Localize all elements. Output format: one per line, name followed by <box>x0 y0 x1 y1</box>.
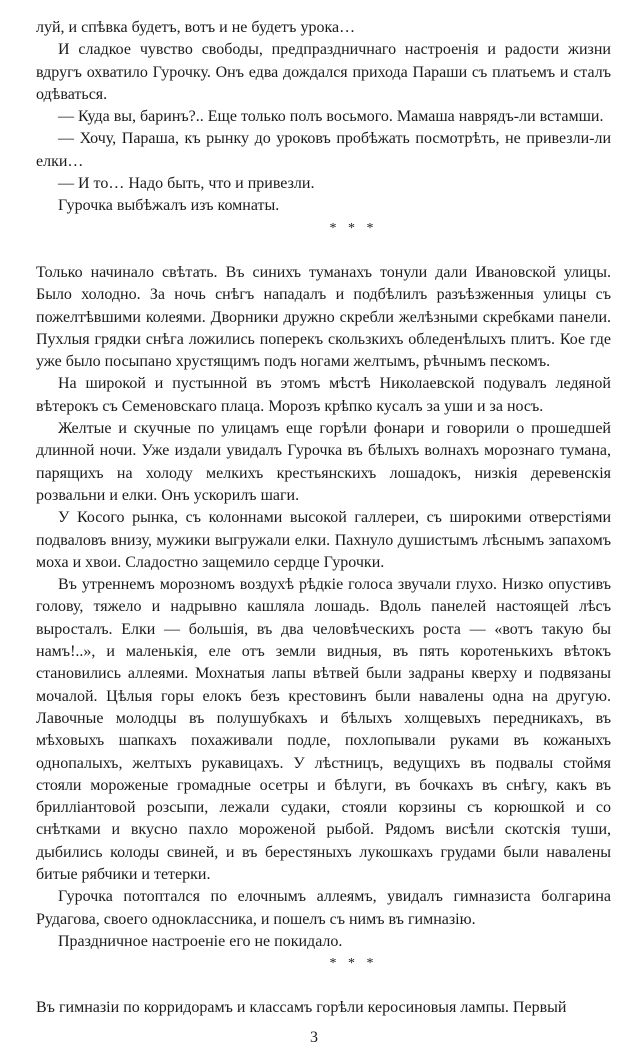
paragraph: луй, и спѣвка будетъ, вотъ и не будетъ урока… <box>36 19 356 36</box>
paragraph: Въ гимназіи по корридорамъ и классамъ горѣли керосиновыя лампы. Первый <box>36 999 567 1017</box>
paragraph: У Косого рынка, съ колоннами высокой галлереи, съ широкими отверстіями подваловъ внизу, мужики выгружали елки. Пахнуло душистымъ лѣснымъ запахомъ моха и хвои. Сладостно защемило сердце Гурочки. <box>36 509 611 571</box>
paragraph: — Хочу, Параша, къ рынку до уроковъ пробѣжать посмотрѣть, не привезли-ли елки… <box>36 130 611 170</box>
page-number: 3 <box>310 1029 318 1046</box>
paragraph: Только начинало свѣтать. Въ синихъ туманахъ тонули дали Ивановской улицы. Было холодно. За ночь снѣгъ нападалъ и подбѣлилъ разъѣзженныя улицы съ пожелтѣвшими колеями. Дворники дружно скребли желѣзными скребками панели. Пухлыя грядки снѣга ложились поперекъ скользкихъ обледенѣлыхъ плитъ. Кое где уже было посыпано хрустящимъ подъ ногами желтымъ, рѣчнымъ пескомъ. <box>36 263 611 371</box>
section-separator: * * * <box>329 220 378 236</box>
paragraph: Желтые и скучные по улицамъ еще горѣли фонари и говорили о прошедшей длинной ночи. Уже издали увидалъ Гурочка въ бѣлыхъ волнахъ морознаго тумана, парящихъ на холоду мелкихъ крестьянскихъ лошадокъ, низкія деревенскія розвальни и елки. Онъ ускорилъ шаги. <box>36 420 611 504</box>
page-body <box>36 17 611 1020</box>
paragraph: На широкой и пустынной въ этомъ мѣстѣ Николаевской подувалъ ледяной вѣтерокъ съ Семеновскаго плаца. Морозъ крѣпко кусалъ за уши и за носъ. <box>36 375 611 415</box>
paragraph: Въ утреннемъ морозномъ воздухѣ рѣдкіе голоса звучали глухо. Низко опустивъ голову, тяжело и надрывно кашляла лошадь. Вдоль панелей настоящей лѣсъ выросталъ. Елки — большія, въ два человѣческихъ роста — «вотъ такую бы намъ!..», и маленькія, еле отъ земли видныя, въ пять коротенькихъ вѣтокъ становились аллеями. Мохнатыя лапы вѣтвей были задраны кверху и подвязаны мочалой. Цѣлыя горы елокъ безъ крестовинъ были навалены одна на другую. Лавочные молодцы въ полушубкахъ и бѣлыхъ холщевыхъ передникахъ, въ мѣховыхъ шапкахъ похаживали подле, похлопывали руками въ кожаныхъ однопалыхъ, желтыхъ рукавицахъ. У лѣстницъ, ведущихъ въ подвалы стоймя стояли мороженые громадные осетры и бѣлуги, въ бочкахъ въ снѣгу, какъ въ бриллiантовой розсыпи, лежали судаки, стояли корзины съ корюшкой и со снѣтками и вкусно пахло мороженой рыбой. Рядомъ висѣли скотскія туши, дыбились колоды свиней, и въ берестяныхъ лукошкахъ грудами были навалены битые рябчики и тетерки. <box>36 576 611 883</box>
paragraph: Гурочка выбѣжалъ изъ комнаты. <box>58 197 280 215</box>
paragraph: — И то… Надо быть, что и привезли. <box>58 175 315 193</box>
paragraph: — Куда вы, баринъ?.. Еще только полъ восьмого. Мамаша наврядъ-ли встамши. <box>58 108 604 126</box>
section-gap <box>36 975 611 997</box>
section-gap <box>36 240 611 262</box>
paragraph: Праздничное настроеніе его не покидало. <box>58 932 343 950</box>
paragraph: И сладкое чувство свободы, предпраздничнаго настроенія и радости жизни вдругъ охватило Гурочку. Онъ едва дождался прихода Параши съ платьемъ и сталъ одѣваться. <box>36 41 611 103</box>
paragraph: Гурочка потоптался по елочнымъ аллеямъ, увидалъ гимназиста болгарина Рудагова, своего одноклассника, и пошелъ съ нимъ въ гимназію. <box>36 888 611 928</box>
section-separator: * * * <box>329 956 378 972</box>
